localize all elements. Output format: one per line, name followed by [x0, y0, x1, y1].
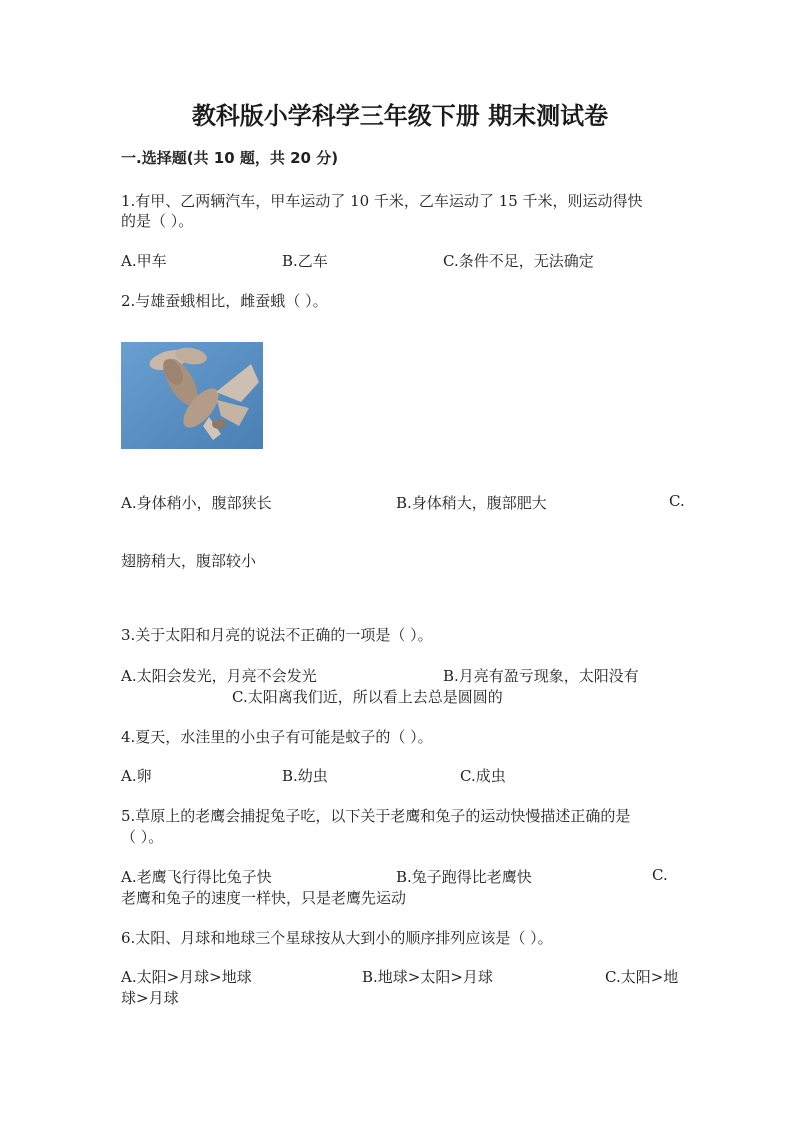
question-3-option-a: A.太阳会发光，月亮不会发光	[121, 667, 317, 685]
question-6-option-b: B.地球>太阳>月球	[362, 968, 493, 986]
question-6-option-c-part2: 球>月球	[121, 989, 179, 1007]
question-3-text: 3.关于太阳和月亮的说法不正确的一项是（ ）。	[121, 626, 433, 644]
question-2-option-c-text: 翅膀稍大，腹部较小	[121, 552, 257, 570]
question-6-option-a: A.太阳>月球>地球	[121, 968, 252, 986]
question-2-option-a: A.身体稍小，腹部狭长	[121, 494, 272, 512]
question-4-option-a: A.卵	[121, 767, 152, 785]
silk-moth-icon	[121, 342, 263, 449]
question-4-text: 4.夏天，水洼里的小虫子有可能是蚊子的（ ）。	[121, 728, 433, 746]
question-1-option-b: B.乙车	[282, 252, 328, 270]
question-5-option-a: A.老鹰飞行得比兔子快	[121, 868, 272, 886]
question-6-text: 6.太阳、月球和地球三个星球按从大到小的顺序排列应该是（ ）。	[121, 929, 553, 947]
section-heading: 一.选择题(共 10 题，共 20 分)	[121, 149, 339, 167]
question-5-option-b: B.兔子跑得比老鹰快	[396, 868, 532, 886]
question-3-option-c: C.太阳离我们近，所以看上去总是圆圆的	[232, 688, 503, 706]
question-5-option-c-label: C.	[652, 866, 668, 884]
question-5-text-line1: 5.草原上的老鹰会捕捉兔子吃，以下关于老鹰和兔子的运动快慢描述正确的是	[121, 807, 631, 825]
question-4-option-c: C.成虫	[460, 767, 506, 785]
question-1-option-c: C.条件不足，无法确定	[443, 252, 594, 270]
question-4-option-b: B.幼虫	[282, 767, 328, 785]
question-6-option-c-part1: C.太阳>地	[605, 968, 679, 986]
question-1-text-line2: 的是（ ）。	[121, 212, 194, 230]
question-3-option-b: B.月亮有盈亏现象，太阳没有	[443, 667, 639, 685]
silk-moth-photo	[121, 342, 263, 449]
question-2-option-b: B.身体稍大，腹部肥大	[396, 494, 547, 512]
question-1-text-line1: 1.有甲、乙两辆汽车，甲车运动了 10 千米，乙车运动了 15 千米，则运动得快	[121, 192, 643, 210]
question-2-option-c-label: C.	[669, 492, 685, 510]
question-2-text: 2.与雄蚕蛾相比，雌蚕蛾（ ）。	[121, 292, 328, 310]
question-5-option-c-text: 老鹰和兔子的速度一样快，只是老鹰先运动	[121, 889, 407, 907]
page-title: 教科版小学科学三年级下册 期末测试卷	[191, 102, 609, 130]
question-5-text-line2: （ ）。	[121, 828, 164, 846]
question-1-option-a: A.甲车	[121, 252, 167, 270]
